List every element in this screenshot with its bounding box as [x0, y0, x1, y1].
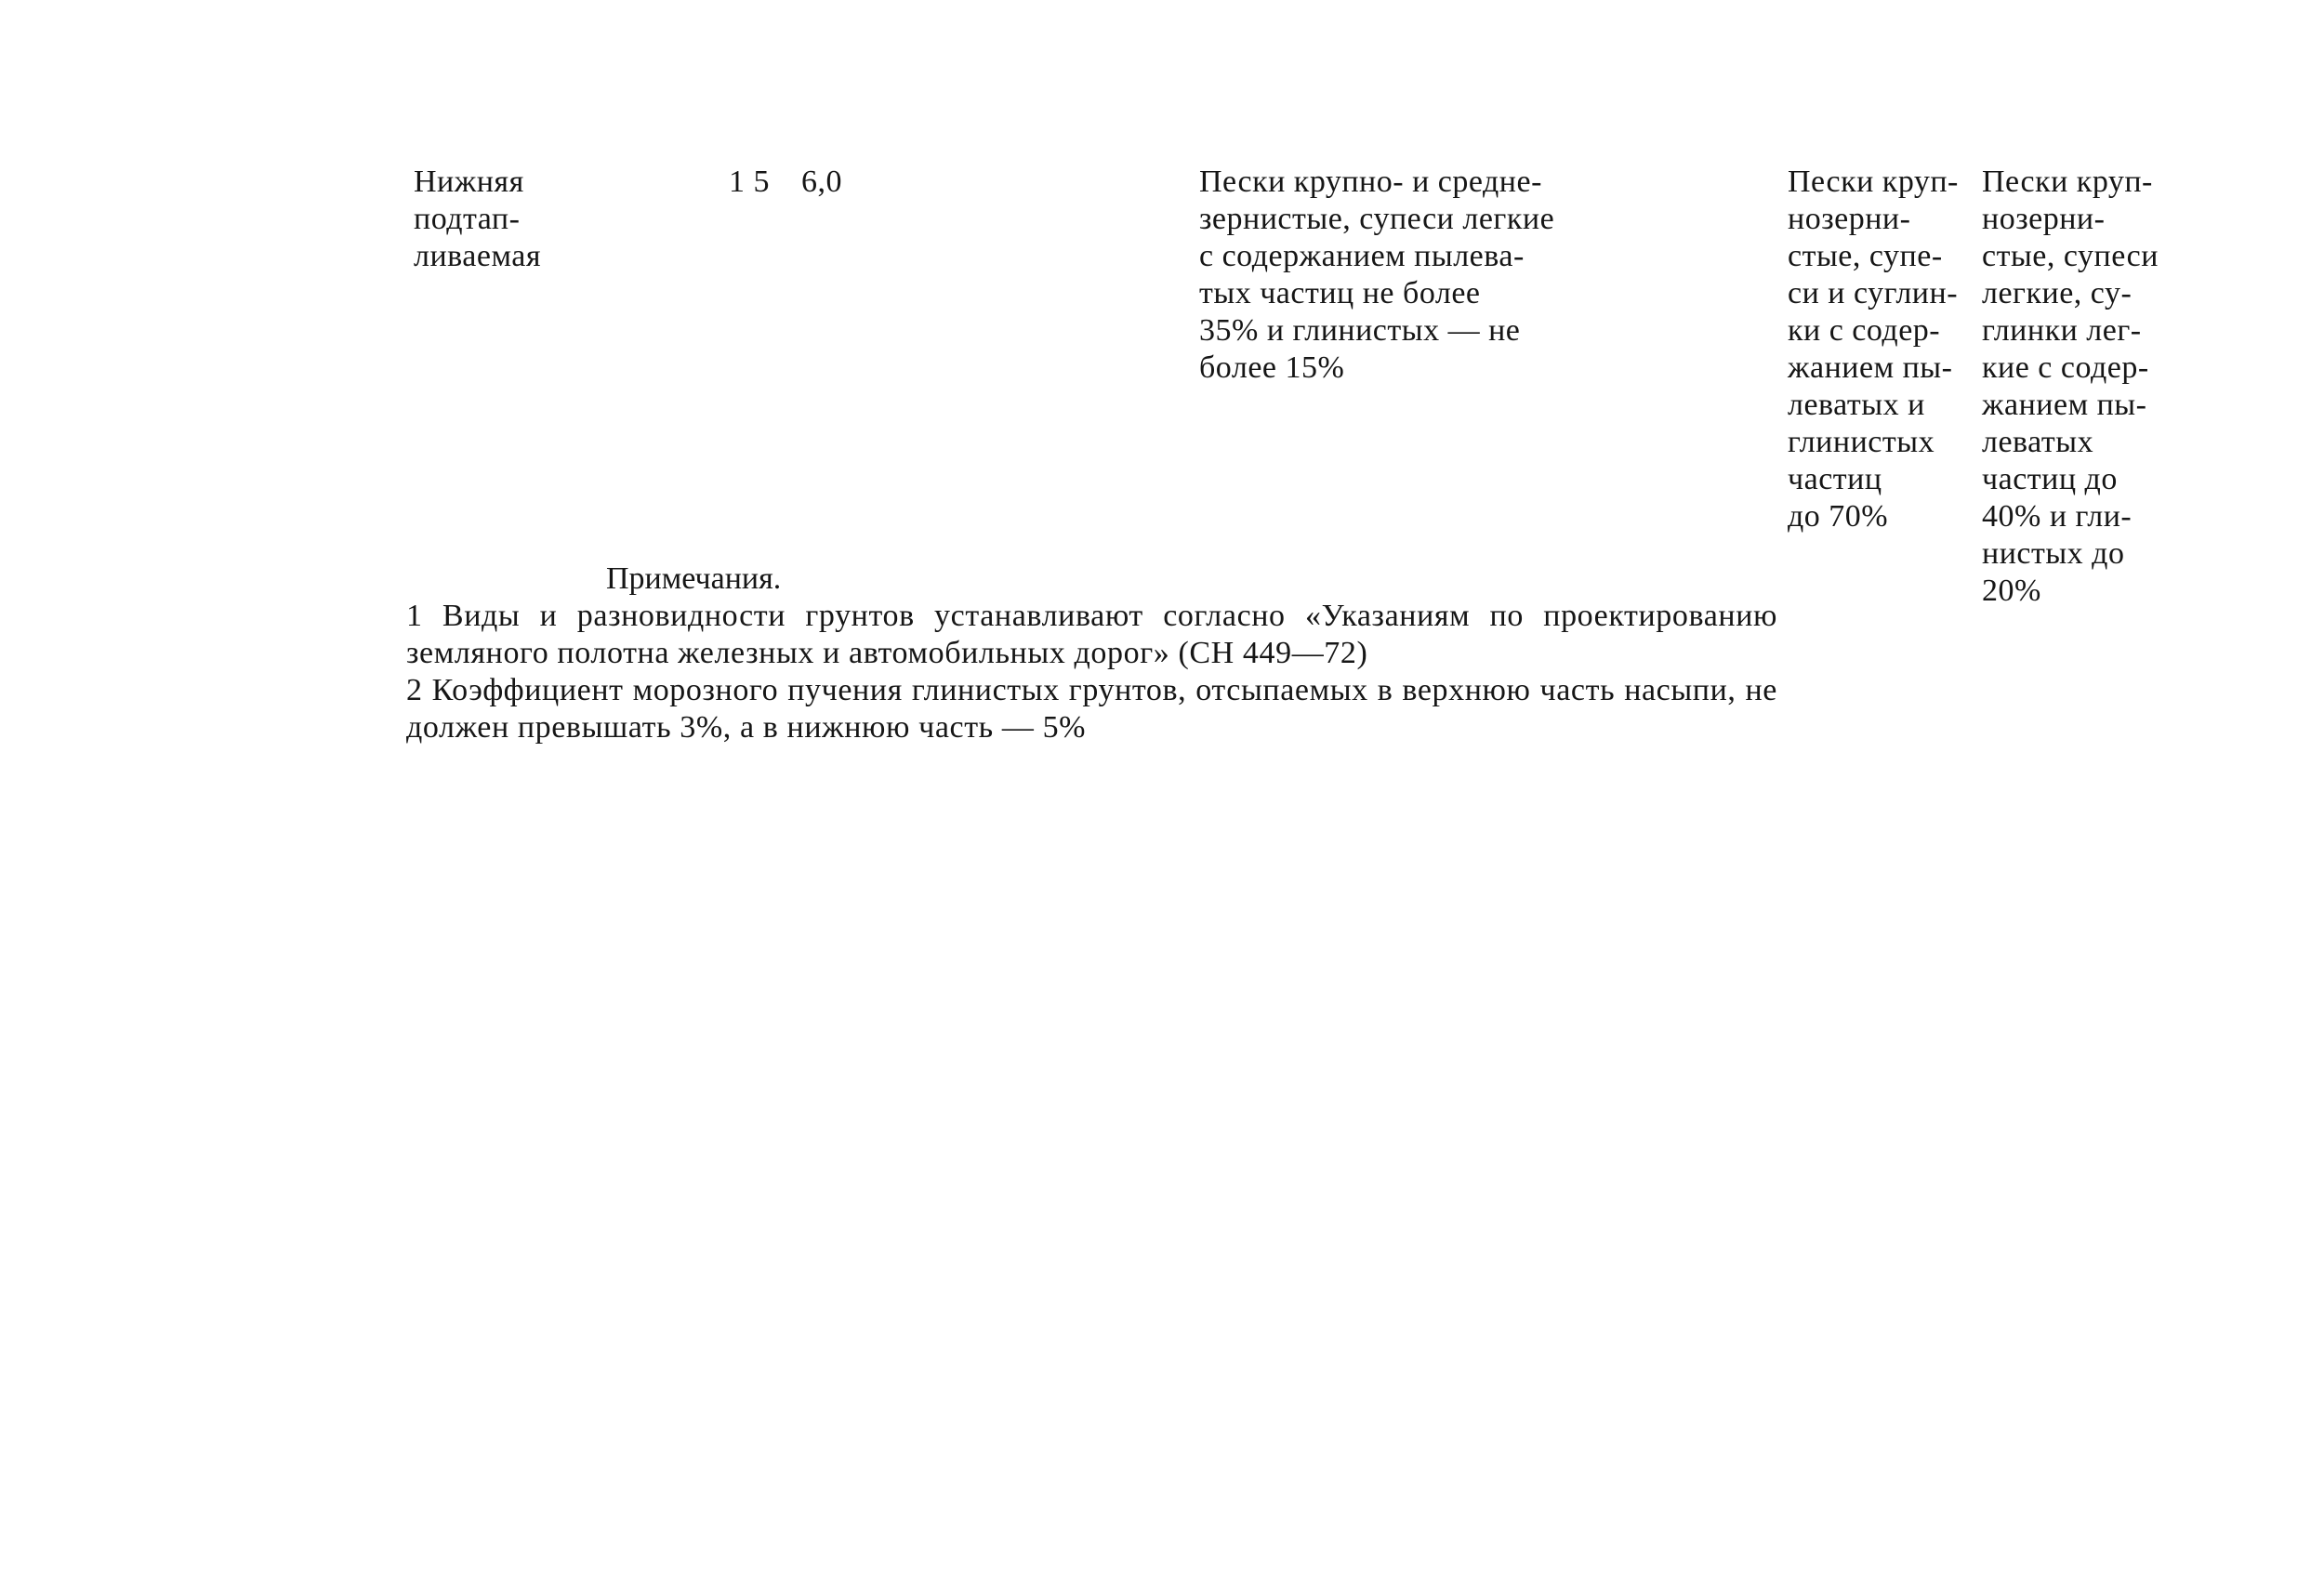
soil-column-6-cell: Пески круп- нозерни- стые, супеси легкие, су- глинки лег- кие с содер- жанием пы- леватых частиц до 40% и гли- нистых до 20%: [1982, 165, 2159, 608]
soil-description-cell: Пески крупно- и средне- зернистые, супеси легкие с содержанием пылева- тых частиц не более 35% и глинистых — не более 15%: [1199, 165, 1555, 385]
soil-column-5-cell: Пески круп- нозерни- стые, супе- си и суглин- ки с содер- жанием пы- леватых и глинистых частиц до 70%: [1788, 165, 1959, 534]
value-1-cell: 1 5: [729, 165, 770, 199]
note-item-1: 1 Виды и разновидности грунтов устанавливают согласно «Указаниям по проектированию земляного полотна железных и автомобильных дорог» (СН 449—72): [406, 599, 1777, 670]
value-2-cell: 6,0: [801, 165, 842, 199]
note-item-2: 2 Коэффициент морозного пучения глинистых грунтов, отсыпаемых в верхнюю часть насыпи, не должен превышать 3%, а в нижнюю часть — 5%: [406, 673, 1777, 745]
notes-title: Примечания.: [606, 561, 782, 596]
layer-name-cell: Нижняя подтап- ливаемая: [414, 165, 541, 273]
